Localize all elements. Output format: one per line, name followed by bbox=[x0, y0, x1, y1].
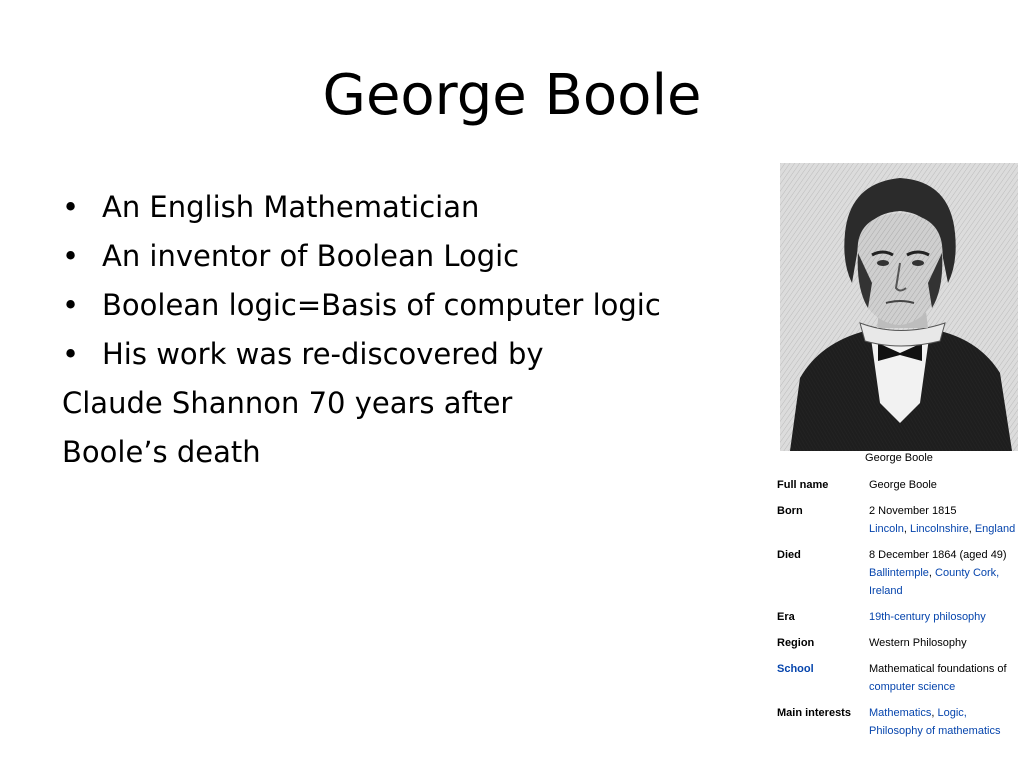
infobox-row-died bbox=[777, 546, 1024, 600]
bullet-dot: • bbox=[62, 190, 80, 224]
died-place-link[interactable]: Ballintemple bbox=[869, 567, 929, 579]
died-place-link[interactable]: Ireland bbox=[869, 585, 903, 597]
born-place bbox=[869, 520, 1024, 538]
born-place-link[interactable]: Lincoln bbox=[869, 523, 904, 535]
school-link[interactable]: computer science bbox=[869, 681, 956, 693]
infobox-value bbox=[869, 704, 1024, 740]
infobox-label: Died bbox=[777, 549, 801, 561]
separator: , bbox=[903, 523, 910, 535]
died-date: 8 December 1864 (aged 49) bbox=[869, 549, 1007, 561]
infobox-row-born bbox=[777, 502, 1024, 538]
died-place bbox=[869, 564, 1024, 582]
separator: , bbox=[928, 567, 936, 579]
infobox-row-school bbox=[777, 660, 1024, 696]
born-place-link[interactable]: Lincolnshire bbox=[909, 523, 969, 535]
bullet-text: An English Mathematician bbox=[102, 190, 480, 224]
interest-link[interactable]: Mathematics bbox=[869, 707, 932, 719]
bullet-item bbox=[62, 281, 762, 330]
infobox-value bbox=[869, 546, 1024, 600]
interest-link[interactable]: Logic, bbox=[937, 707, 967, 719]
infobox-value bbox=[869, 634, 1024, 652]
infobox-row-era bbox=[777, 608, 1024, 626]
infobox-value bbox=[869, 660, 1024, 696]
continuation-line: Claude Shannon 70 years after bbox=[62, 386, 513, 420]
infobox-label: Main interests bbox=[777, 707, 851, 719]
infobox-row-main-interests bbox=[777, 704, 1024, 740]
slide-body bbox=[62, 183, 762, 477]
bullet-item bbox=[62, 330, 762, 379]
school-value: Mathematical foundations of bbox=[869, 663, 1007, 675]
died-place-link[interactable]: County Cork, bbox=[935, 567, 1000, 579]
full-name-value: George Boole bbox=[869, 479, 937, 491]
era-link[interactable]: 19th-century philosophy bbox=[869, 611, 986, 623]
separator: , bbox=[931, 707, 938, 719]
infobox-value bbox=[869, 476, 1024, 494]
born-place-link[interactable]: England bbox=[974, 523, 1016, 535]
infobox-value bbox=[869, 502, 1024, 538]
infobox-label: Full name bbox=[777, 479, 829, 491]
portrait-engraving bbox=[780, 163, 1018, 451]
portrait-caption: George Boole bbox=[865, 452, 933, 464]
born-date: 2 November 1815 bbox=[869, 505, 957, 517]
bullet-dot: • bbox=[62, 288, 80, 322]
separator: , bbox=[968, 523, 975, 535]
region-value: Western Philosophy bbox=[869, 637, 967, 649]
infobox-label: Born bbox=[777, 505, 803, 517]
infobox-value bbox=[869, 608, 1024, 626]
interest-link[interactable]: Philosophy of mathematics bbox=[869, 725, 1001, 737]
bullet-item bbox=[62, 232, 762, 281]
school-label-link[interactable]: School bbox=[777, 663, 814, 675]
infobox-label: Era bbox=[777, 611, 795, 623]
infobox-label: Region bbox=[777, 637, 815, 649]
bullet-dot: • bbox=[62, 239, 80, 273]
bullet-text: An inventor of Boolean Logic bbox=[102, 239, 520, 273]
infobox bbox=[777, 476, 1024, 740]
bullet-text: His work was re-discovered by bbox=[102, 337, 544, 371]
slide-title: George Boole bbox=[322, 63, 702, 128]
bullet-item bbox=[62, 183, 762, 232]
interests-line bbox=[869, 704, 1024, 722]
portrait-image bbox=[780, 163, 1018, 451]
infobox-row-full-name bbox=[777, 476, 1024, 494]
continuation-line: Boole’s death bbox=[62, 435, 261, 469]
bullet-text: Boolean logic=Basis of computer logic bbox=[102, 288, 661, 322]
bullet-dot: • bbox=[62, 337, 80, 371]
infobox-row-region bbox=[777, 634, 1024, 652]
